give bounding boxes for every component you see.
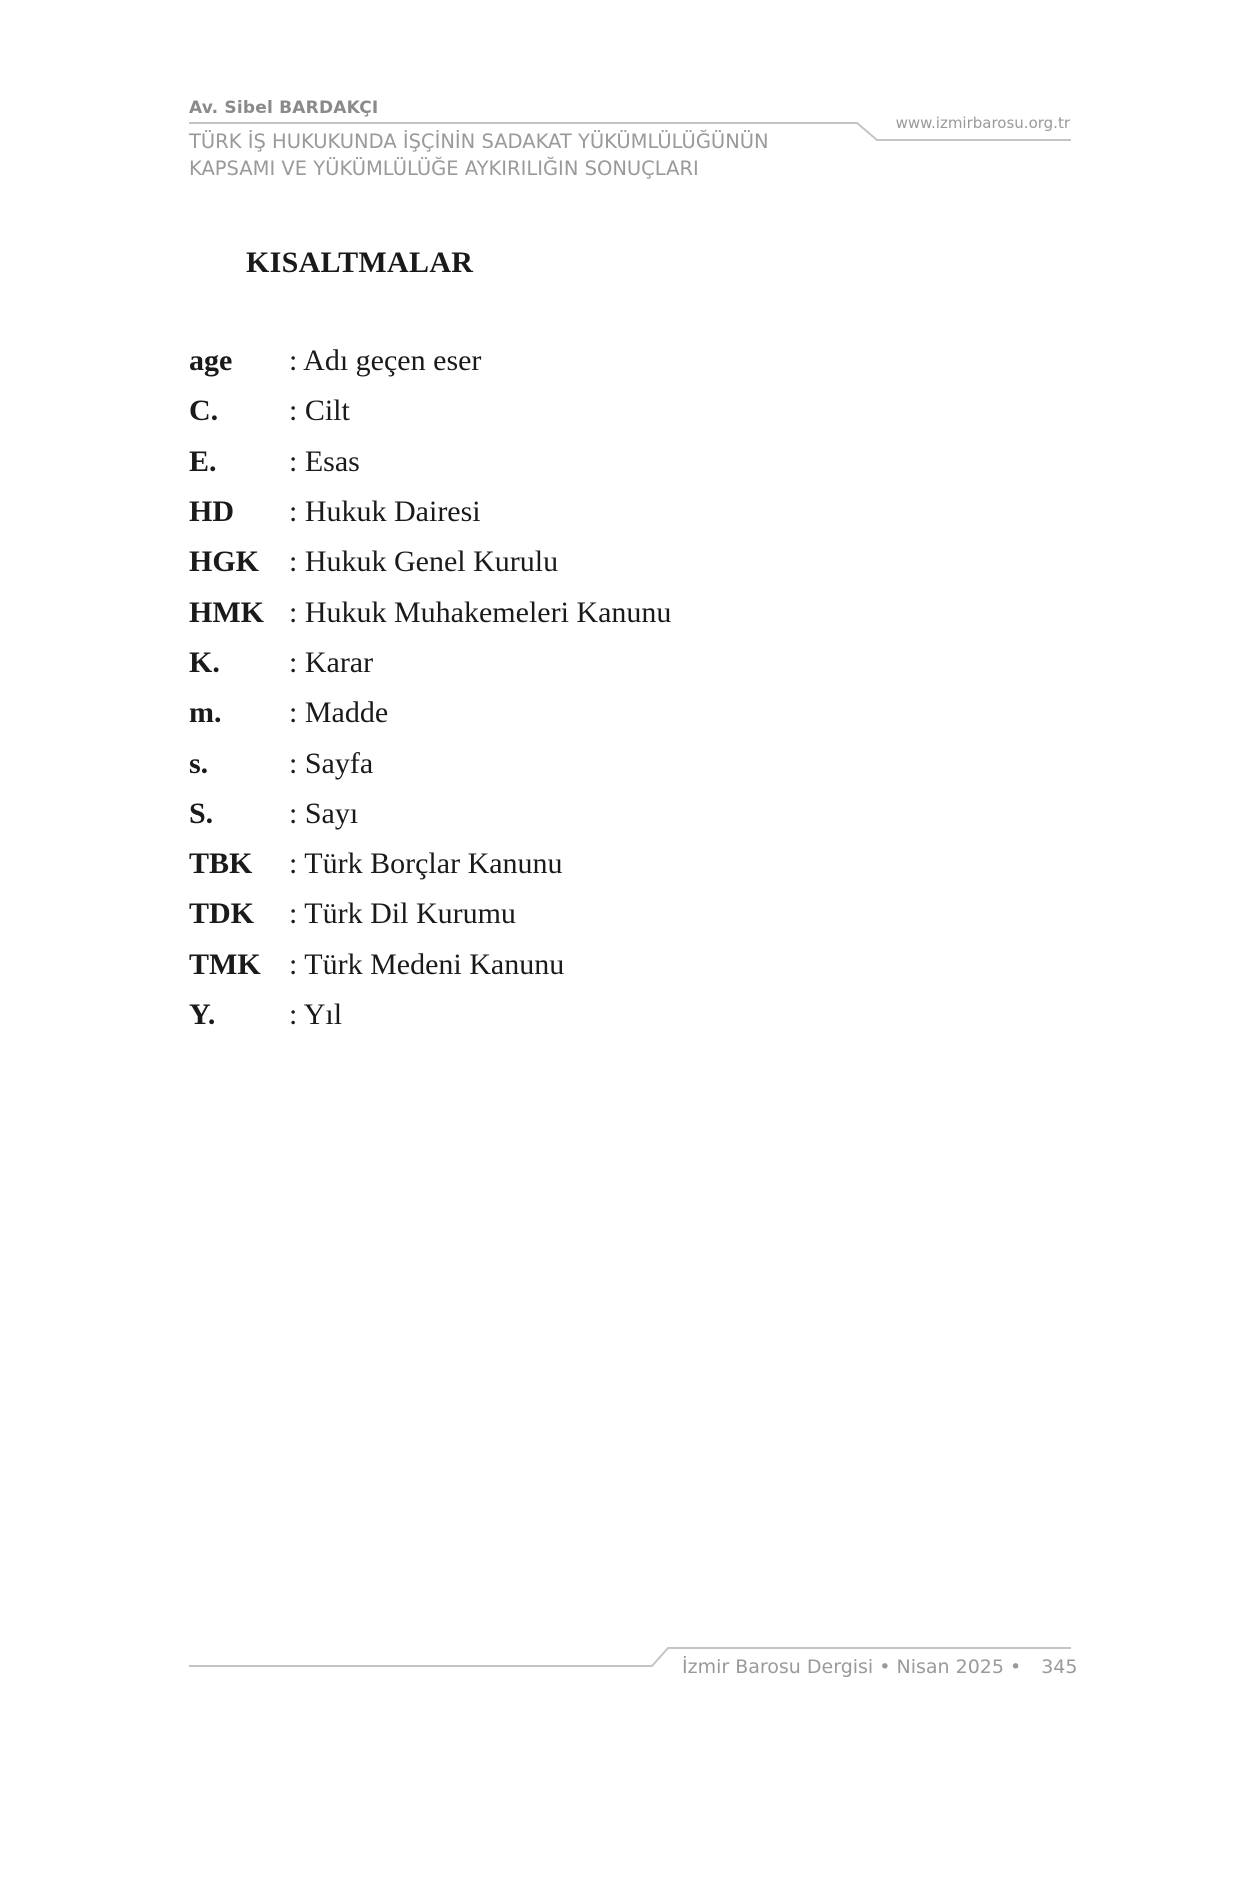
abbreviation-term: C. bbox=[189, 394, 219, 428]
abbreviation-row bbox=[189, 990, 671, 1040]
abbreviation-meaning: : Cilt bbox=[289, 394, 350, 428]
abbreviation-term: Y. bbox=[189, 998, 216, 1031]
abbreviation-term: TBK bbox=[189, 847, 253, 881]
abbreviation-row bbox=[189, 437, 671, 487]
header-article-title bbox=[189, 128, 889, 182]
page-footer bbox=[682, 1656, 1077, 1678]
abbreviation-meaning: : Türk Dil Kurumu bbox=[289, 897, 516, 931]
abbreviation-row bbox=[189, 839, 671, 889]
abbreviation-meaning: : Türk Borçlar Kanunu bbox=[289, 847, 563, 881]
abbreviation-row bbox=[189, 738, 671, 788]
abbreviation-list bbox=[189, 336, 671, 1040]
abbreviation-term: K. bbox=[189, 645, 220, 679]
page-number: 345 bbox=[1041, 1656, 1078, 1678]
abbreviation-row bbox=[189, 688, 671, 738]
abbreviation-meaning: : Yıl bbox=[289, 998, 343, 1031]
section-title: KISALTMALAR bbox=[246, 246, 474, 279]
header-url: www.izmirbarosu.org.tr bbox=[895, 114, 1070, 132]
abbreviation-term: TDK bbox=[189, 897, 255, 931]
abbreviation-term: s. bbox=[189, 746, 209, 780]
abbreviation-term: age bbox=[189, 344, 233, 378]
abbreviation-row bbox=[189, 789, 671, 839]
abbreviation-meaning: : Adı geçen eser bbox=[289, 344, 482, 378]
abbreviation-meaning: : Sayfa bbox=[289, 746, 374, 780]
abbreviation-term: S. bbox=[189, 796, 214, 830]
header-title-line-1: TÜRK İŞ HUKUKUNDA İŞÇİNİN SADAKAT YÜKÜMLÜLÜĞÜNÜN bbox=[189, 130, 769, 153]
abbreviation-row bbox=[189, 487, 671, 537]
abbreviation-term: HMK bbox=[189, 595, 264, 629]
abbreviation-row bbox=[189, 336, 671, 386]
abbreviation-row bbox=[189, 386, 671, 436]
abbreviation-row bbox=[189, 587, 671, 637]
abbreviation-meaning: : Sayı bbox=[289, 796, 359, 830]
abbreviation-meaning: : Türk Medeni Kanunu bbox=[289, 947, 565, 981]
abbreviation-meaning: : Esas bbox=[289, 444, 360, 478]
abbreviation-meaning: : Madde bbox=[289, 696, 389, 730]
abbreviation-row bbox=[189, 638, 671, 688]
abbreviation-row bbox=[189, 889, 671, 939]
abbreviation-row bbox=[189, 537, 671, 587]
abbreviation-term: HGK bbox=[189, 545, 260, 579]
abbreviation-term: E. bbox=[189, 444, 217, 478]
header-author: Av. Sibel BARDAKÇI bbox=[189, 98, 379, 118]
abbreviation-term: HD bbox=[189, 495, 234, 529]
abbreviation-meaning: : Hukuk Muhakemeleri Kanunu bbox=[289, 595, 672, 629]
abbreviation-term: TMK bbox=[189, 947, 261, 981]
abbreviation-meaning: : Hukuk Dairesi bbox=[289, 495, 481, 529]
abbreviation-meaning: : Hukuk Genel Kurulu bbox=[289, 545, 559, 579]
header-title-line-2: KAPSAMI VE YÜKÜMLÜLÜĞE AYKIRILIĞIN SONUÇLARI bbox=[189, 157, 699, 180]
abbreviation-row bbox=[189, 940, 671, 990]
abbreviation-meaning: : Karar bbox=[289, 645, 374, 679]
footer-journal: İzmir Barosu Dergisi • Nisan 2025 • bbox=[682, 1656, 1022, 1678]
abbreviation-term: m. bbox=[189, 696, 222, 730]
